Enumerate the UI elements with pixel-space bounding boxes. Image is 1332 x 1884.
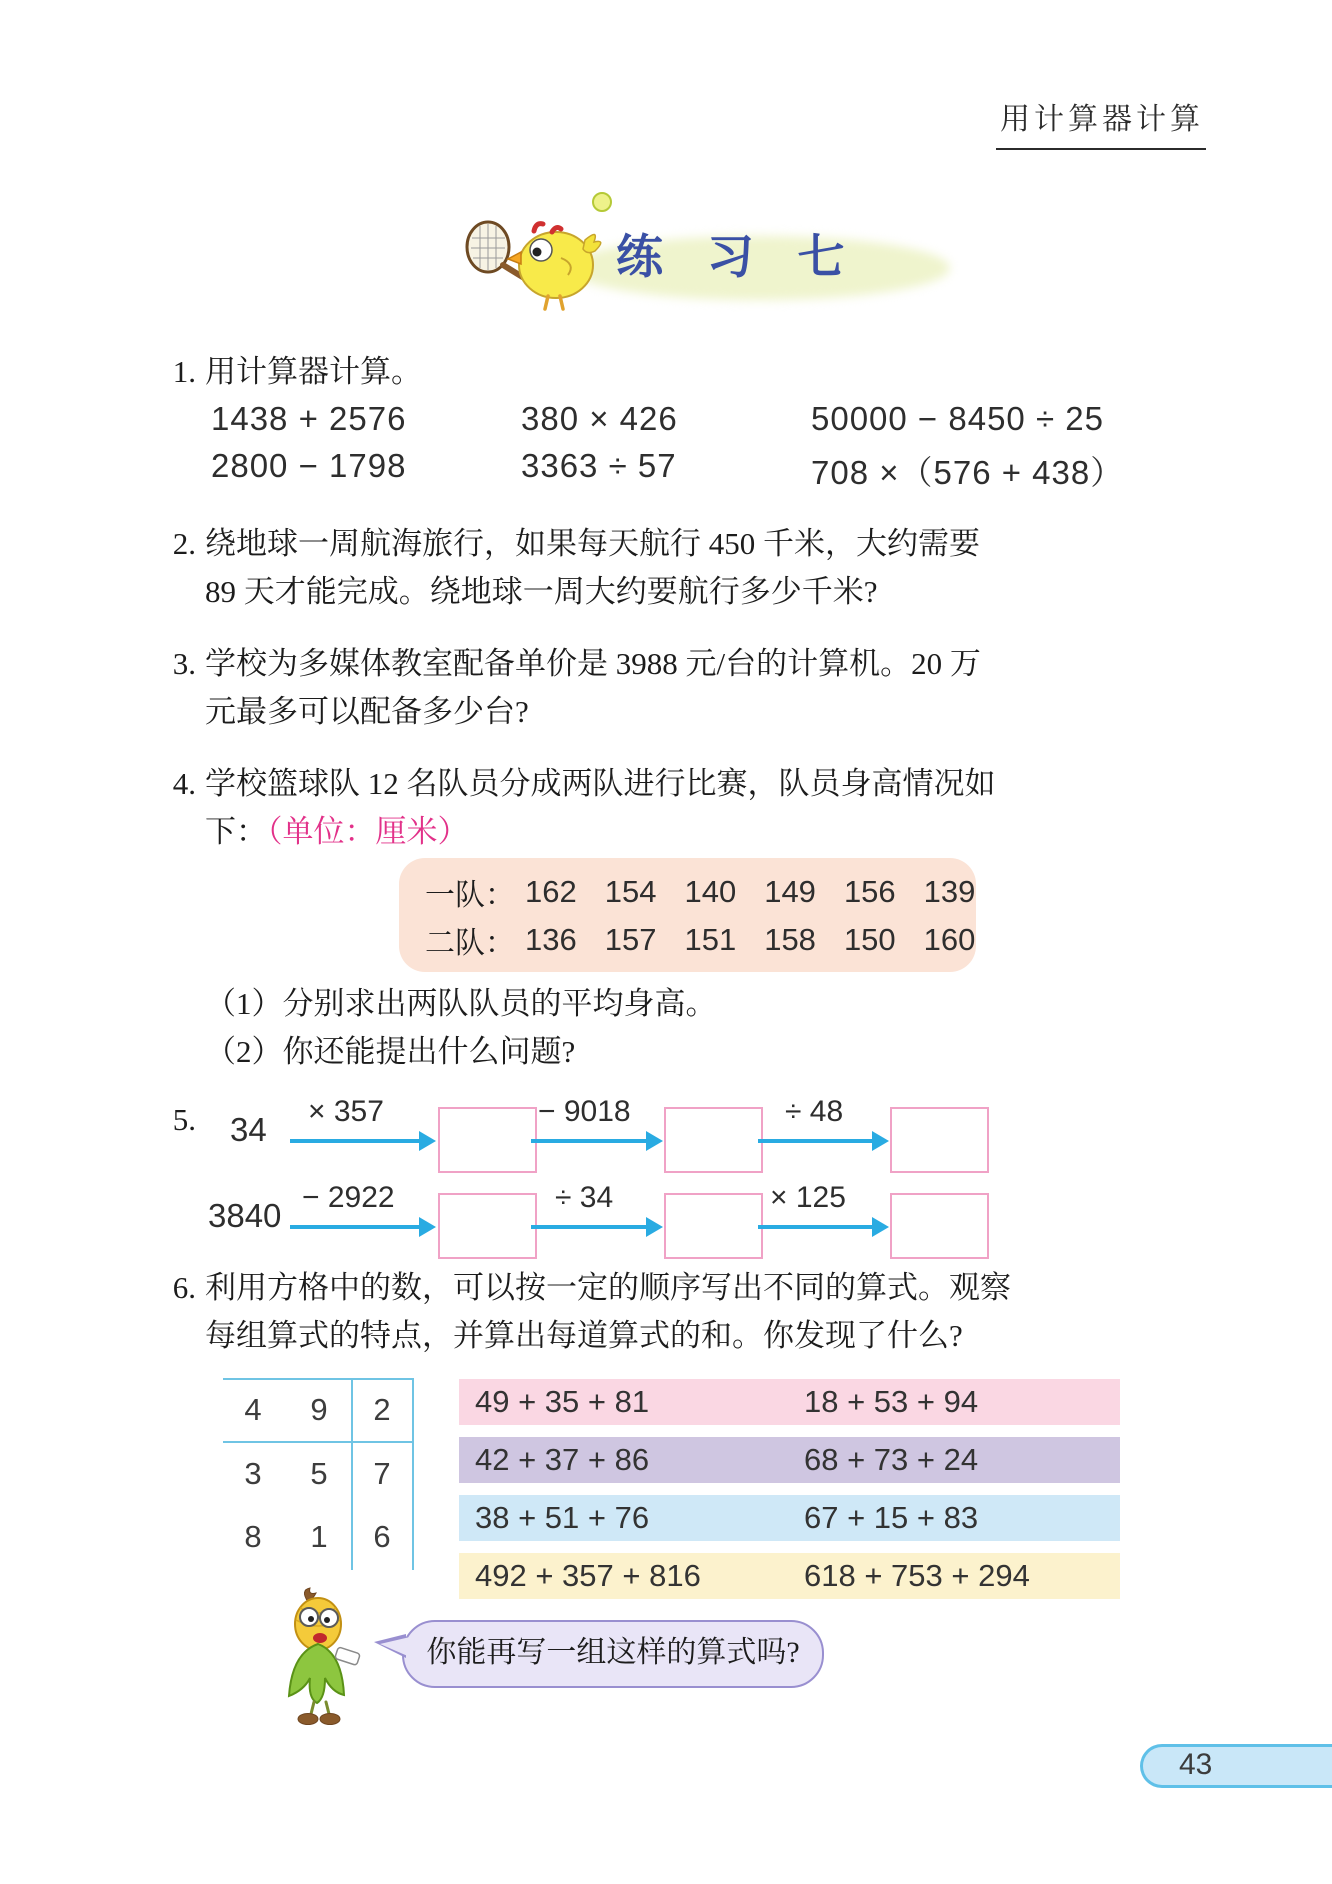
team2-v5: 160 bbox=[923, 922, 976, 957]
sum-expression-bands bbox=[459, 1379, 1120, 1599]
problem-2-line2: 89 天才能完成。绕地球一周大约要航行多少千米? bbox=[205, 574, 878, 609]
flow2-box2 bbox=[664, 1193, 763, 1259]
band3-left: 38 + 51 + 76 bbox=[475, 1500, 650, 1535]
flow1-arrow1 bbox=[290, 1139, 420, 1143]
running-head: 用计算器计算 bbox=[996, 94, 1206, 150]
unit-note: （单位：厘米） bbox=[267, 814, 469, 849]
band-row-4 bbox=[459, 1553, 1120, 1599]
tennis-ball-icon bbox=[593, 193, 611, 211]
problem-4-line2-prefix: 下： bbox=[205, 814, 267, 849]
band2-left: 42 + 37 + 86 bbox=[475, 1442, 650, 1477]
band-row-3 bbox=[459, 1495, 1120, 1541]
grid-cell-2-2: 6 bbox=[373, 1519, 391, 1554]
flow1-start: 34 bbox=[230, 1111, 267, 1148]
flow1-arrow2 bbox=[531, 1139, 647, 1143]
flow2-op2: ÷ 34 bbox=[555, 1181, 614, 1214]
band2-right: 68 + 73 + 24 bbox=[804, 1442, 979, 1477]
team2-label: 二队： bbox=[425, 927, 515, 960]
flow-chart bbox=[130, 1095, 1140, 1260]
grid-line-vertical bbox=[351, 1378, 353, 1570]
problem-5-number: 5. bbox=[172, 1102, 196, 1137]
problem-6-line2: 每组算式的特点，并算出每道算式的和。你发现了什么? bbox=[205, 1318, 963, 1353]
problem-4-sub1: （1）分别求出两队队员的平均身高。 bbox=[205, 986, 717, 1021]
flow1-op3: ÷ 48 bbox=[785, 1095, 844, 1128]
flow2-arrow1 bbox=[290, 1225, 420, 1229]
problem-4-number: 4. bbox=[172, 766, 196, 801]
problem-3-line1: 学校为多媒体教室配备单价是 3988 元/台的计算机。20 万 bbox=[205, 646, 981, 681]
team1-v2: 140 bbox=[684, 874, 737, 909]
team1-row bbox=[425, 872, 1003, 912]
team1-label: 一队： bbox=[425, 879, 515, 912]
corn-mascot-illustration bbox=[272, 1586, 368, 1731]
flow1-arrow3 bbox=[758, 1139, 873, 1143]
grid-cell-0-2: 2 bbox=[373, 1392, 391, 1427]
problem-2-line1: 绕地球一周航海旅行，如果每天航行 450 千米，大约需要 bbox=[205, 526, 980, 561]
team1-v3: 149 bbox=[764, 874, 816, 909]
problem-6-number: 6. bbox=[172, 1270, 196, 1305]
team-heights-box bbox=[399, 858, 976, 972]
flow1-op2: − 9018 bbox=[538, 1095, 631, 1128]
team2-v0: 136 bbox=[525, 922, 577, 957]
problem-2-number: 2. bbox=[172, 526, 196, 561]
problem-1-text: 用计算器计算。 bbox=[205, 354, 422, 389]
grid-cell-1-0: 3 bbox=[244, 1456, 262, 1491]
expression-1: 1438 + 2576 bbox=[211, 400, 407, 437]
problem-4-line2 bbox=[205, 812, 469, 852]
team1-v4: 156 bbox=[843, 874, 896, 909]
team2-v2: 151 bbox=[684, 922, 737, 957]
team1-v5: 139 bbox=[923, 874, 976, 909]
band3-right: 67 + 15 + 83 bbox=[804, 1500, 979, 1535]
chick-tennis-illustration bbox=[455, 186, 617, 314]
page-title: 练 习 七 bbox=[616, 232, 861, 284]
problem-4-sub2: （2）你还能提出什么问题? bbox=[205, 1034, 576, 1069]
page-number-pill bbox=[1140, 1744, 1332, 1788]
expression-5: 3363 ÷ 57 bbox=[521, 447, 677, 484]
grid-line-middle bbox=[223, 1441, 414, 1443]
band4-left: 492 + 357 + 816 bbox=[475, 1558, 701, 1593]
flow2-start: 3840 bbox=[208, 1197, 282, 1234]
flow2-box3 bbox=[890, 1193, 989, 1259]
team2-row bbox=[425, 920, 1003, 960]
team2-v4: 150 bbox=[843, 922, 896, 957]
grid-cell-2-1: 1 bbox=[310, 1519, 328, 1554]
problem-3-line2: 元最多可以配备多少台? bbox=[205, 694, 529, 729]
flow1-box2 bbox=[664, 1107, 763, 1173]
team2-v3: 158 bbox=[764, 922, 816, 957]
grid-cell-1-1: 5 bbox=[310, 1456, 328, 1491]
speech-bubble bbox=[402, 1620, 824, 1688]
flow1-op1: × 357 bbox=[308, 1095, 384, 1128]
page-number: 43 bbox=[1179, 1748, 1213, 1781]
problem-6-line1: 利用方格中的数，可以按一定的顺序写出不同的算式。观察 bbox=[205, 1270, 1011, 1305]
band1-right: 18 + 53 + 94 bbox=[804, 1384, 979, 1419]
number-grid bbox=[223, 1378, 414, 1570]
speech-bubble-text: 你能再写一组这样的算式吗? bbox=[426, 1636, 800, 1669]
expression-2: 380 × 426 bbox=[521, 400, 678, 437]
flow2-arrow3 bbox=[758, 1225, 873, 1229]
expression-3: 50000 − 8450 ÷ 25 bbox=[811, 400, 1104, 437]
grid-cell-0-1: 9 bbox=[310, 1392, 328, 1427]
flow1-box1 bbox=[438, 1107, 537, 1173]
flow2-box1 bbox=[438, 1193, 537, 1259]
band1-left: 49 + 35 + 81 bbox=[475, 1384, 650, 1419]
problem-4-line1: 学校篮球队 12 名队员分成两队进行比赛，队员身高情况如 bbox=[205, 766, 996, 801]
flow1-box3 bbox=[890, 1107, 989, 1173]
grid-cell-1-2: 7 bbox=[373, 1456, 391, 1491]
flow2-op1: − 2922 bbox=[302, 1181, 395, 1214]
team1-v0: 162 bbox=[525, 874, 577, 909]
band-row-1 bbox=[459, 1379, 1120, 1425]
grid-line-top bbox=[223, 1378, 414, 1380]
problem-1-number: 1. bbox=[172, 354, 196, 389]
flow2-op3: × 125 bbox=[770, 1181, 846, 1214]
band-row-2 bbox=[459, 1437, 1120, 1483]
team2-v1: 157 bbox=[604, 922, 657, 957]
grid-line-right bbox=[412, 1378, 414, 1570]
expression-4: 2800 − 1798 bbox=[211, 447, 407, 484]
band4-right: 618 + 753 + 294 bbox=[804, 1558, 1030, 1593]
problem-3-number: 3. bbox=[172, 646, 196, 681]
expression-6: 708 ×（576 + 438） bbox=[811, 454, 1125, 491]
team1-v1: 154 bbox=[604, 874, 657, 909]
grid-cell-2-0: 8 bbox=[244, 1519, 262, 1554]
grid-cell-0-0: 4 bbox=[244, 1392, 262, 1427]
flow2-arrow2 bbox=[531, 1225, 647, 1229]
